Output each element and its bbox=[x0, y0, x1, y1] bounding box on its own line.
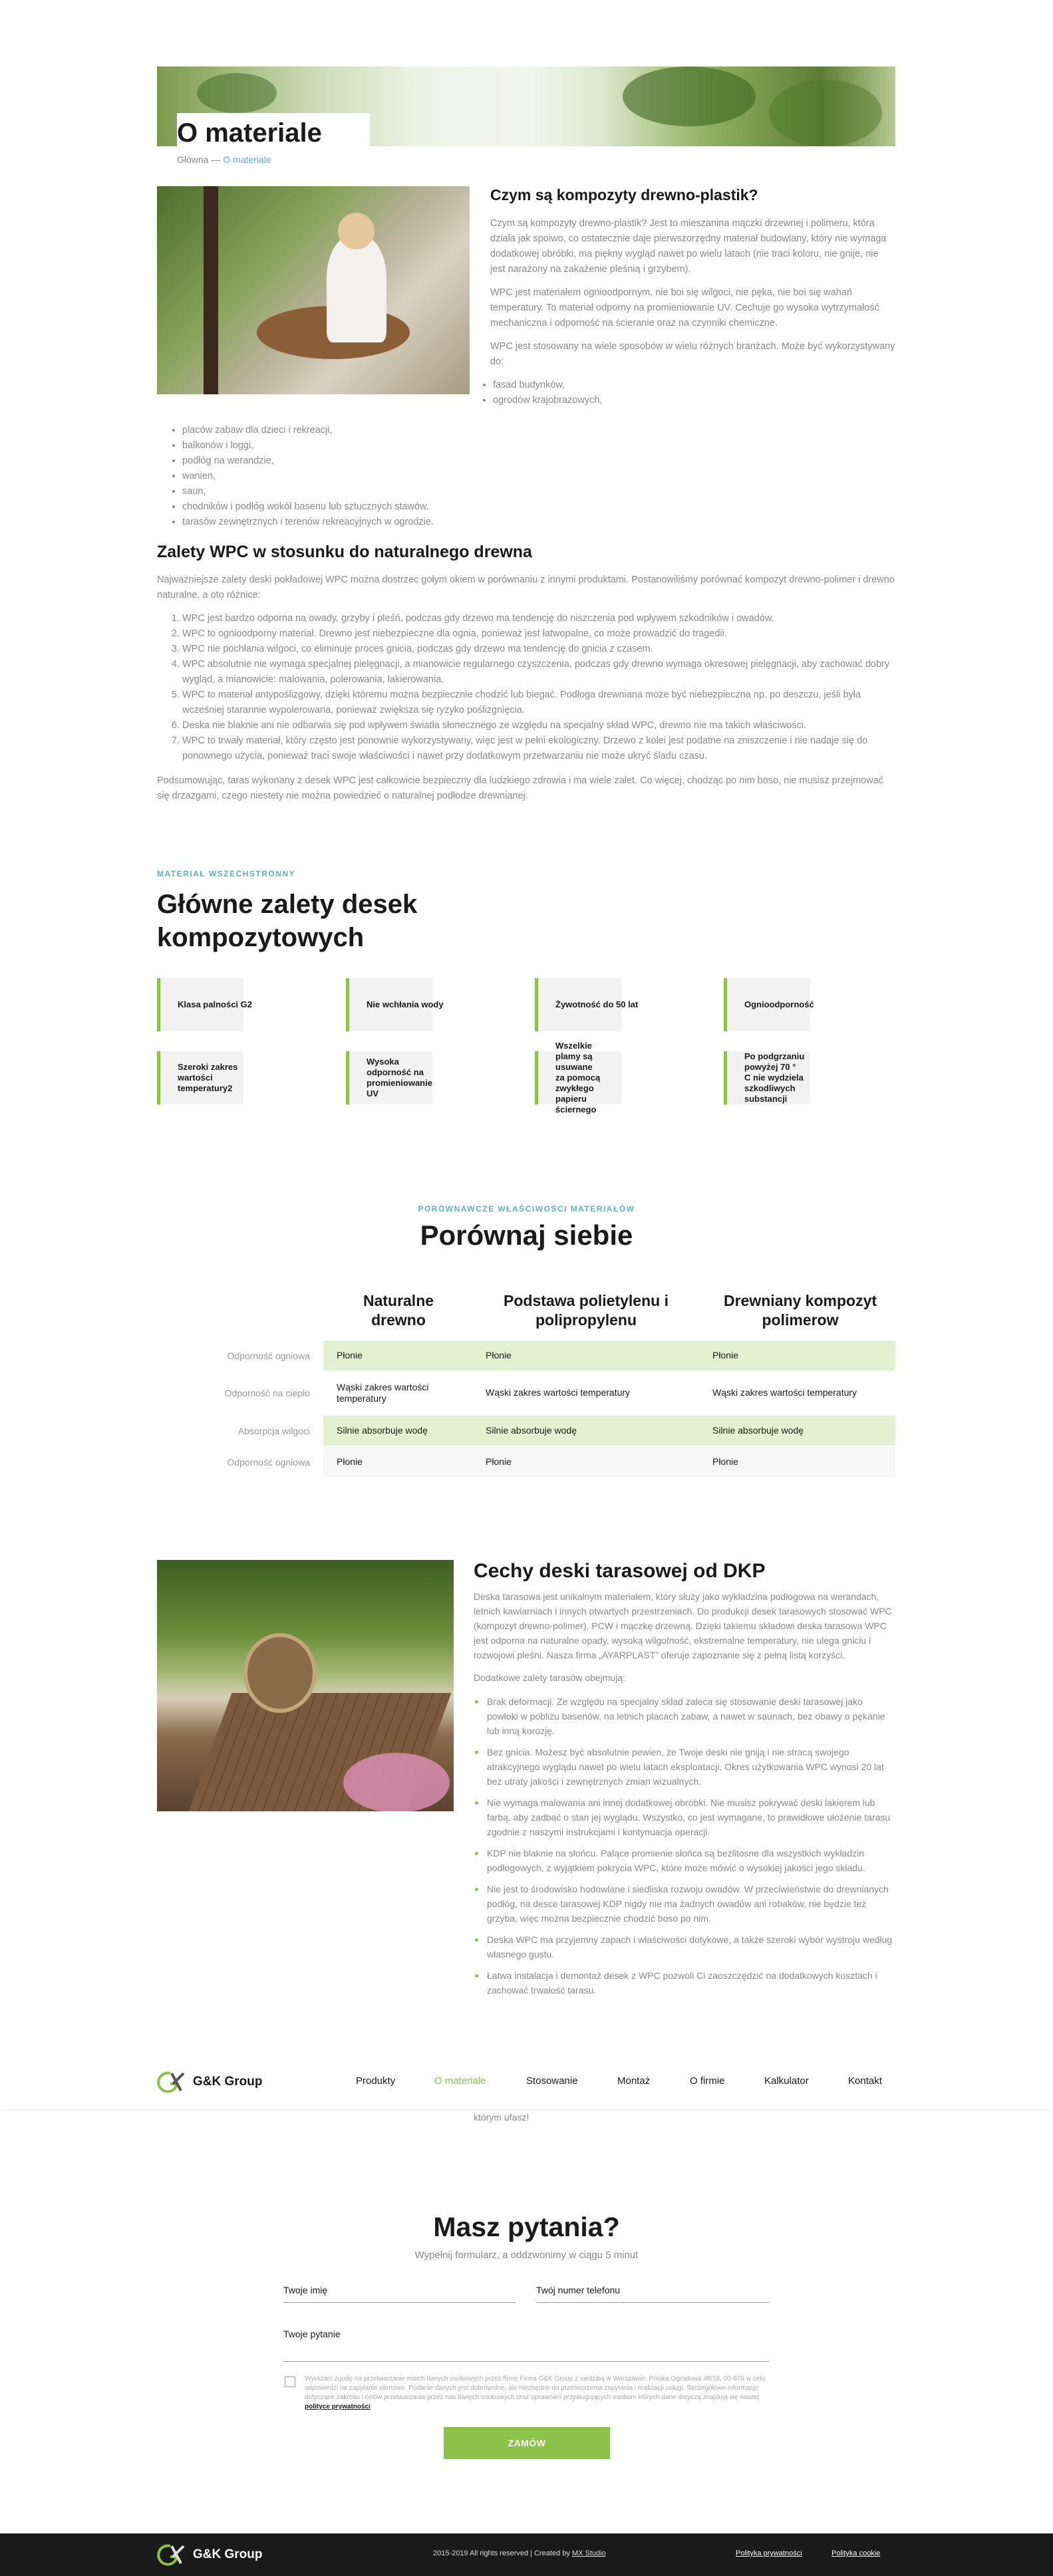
advantage-label: Szeroki zakres wartości temperatury2 bbox=[178, 1062, 238, 1093]
compare-column-header: Drewniany kompozyt polimerow bbox=[723, 1292, 877, 1329]
list-item: 4. WPC absolutnie nie wymaga specjalnej pielęgnacji, a mianowicie regularnego czyszczenia, podczas gdy drewno wymaga okresowej pielęgnacji, aby zachować dobry wygląd, a mianowicie: malowania, polerowania, lakierowania. bbox=[182, 657, 895, 688]
copyright-text: 2015-2019 All rights reserved | Created by bbox=[433, 2549, 570, 2557]
nav-item-o-firmie[interactable]: O firmie bbox=[690, 2075, 725, 2087]
compare-cell: Wąski zakres wartości temperatury bbox=[712, 1387, 857, 1398]
summary-paragraph: Podsumowując, taras wykonany z desek WPC jest całkowicie bezpieczny dla ludzkiego zdrowia i ma wiele zalet. Co więcej, chodząc po nim boso, nie musisz przejmować się drzazgami, czego niestety nie można powiedzieć o naturalnej podłodze drewnianej. bbox=[157, 775, 884, 801]
compare-row-label: Odporność ogniowa bbox=[227, 1351, 310, 1361]
girl-with-dog-photo bbox=[157, 186, 470, 394]
list-item: Nie jest to środowisko hodowlane i siedliska rozwoju owadów. W przeciwieństwie do drewnianych podłóg, na desce tarasowej KDP nigdy nie ma żadnych owadów ani robaków, nie będzie też grzyba, więc można bezpiecznie chodzić boso po nim. bbox=[474, 1882, 895, 1926]
advantage-card bbox=[535, 978, 639, 1031]
differences-list bbox=[157, 611, 895, 764]
list-item: • ogrodów krajobrazowych, bbox=[493, 393, 896, 408]
name-field[interactable]: Twoje imię bbox=[283, 2285, 516, 2303]
section-title: Zalety WPC w stosunku do naturalnego drewna bbox=[157, 543, 532, 561]
advantage-card bbox=[157, 1051, 243, 1104]
compare-row-label: Odporność na ciepło bbox=[224, 1388, 310, 1398]
intro-title: Czym są kompozyty drewno-plastik? bbox=[490, 186, 758, 203]
list-item: 5. WPC to materiał antypoślizgowy, dzięki któremu można bezpiecznie chodzić lub biegać. Podłoga drewniana może być niebezpieczna np. po deszczu, jeśli była wcześniej starannie wypolerowana, ponieważ zwiększa się ryzyko poślizgnięcia. bbox=[182, 688, 895, 718]
advantage-card bbox=[724, 978, 814, 1031]
compare-cell: Płonie bbox=[712, 1456, 738, 1467]
compare-cell: Wąski zakres wartości temperatury bbox=[486, 1387, 631, 1398]
list-item: Łatwa instalacja i demontaż desek z WPC pozwoli Ci zaoszczędzić na dodatkowych kosztach i zachować trwałość tarasu. bbox=[474, 1968, 895, 1997]
footer-cookie-link[interactable]: Polityka cookie bbox=[831, 2549, 881, 2557]
photo-post bbox=[204, 186, 218, 394]
photo-girl bbox=[327, 236, 386, 342]
phone-field[interactable]: Twój numer telefonu bbox=[536, 2285, 769, 2303]
list-item: • saun, bbox=[182, 484, 503, 499]
advantage-card bbox=[157, 978, 252, 1031]
gk-logo-icon bbox=[157, 2071, 188, 2093]
list-item: 7. WPC to trwały materiał, który często jest ponownie wykorzystywany, więc jest w pełni ekologiczny. Drzewo z kolei jest podatne na zniszczenie i nie nadaje się do ponownego użycia, ponieważ traci swoje właściwości i nawet przy dodatkowym przetwarzaniu nie może ukryć śladu czasu. bbox=[182, 733, 895, 764]
page-title: O materiale bbox=[177, 118, 322, 148]
list-item: 1. WPC jest bardzo odporna na owady, grzyby i pleśń, podczas gdy drzewo ma tendencję do niszczenia pod wpływem szkodników i owadów. bbox=[182, 611, 895, 626]
list-item: • balkonów i loggi, bbox=[182, 438, 503, 453]
advantage-card bbox=[346, 1051, 432, 1104]
gk-logo-icon bbox=[157, 2543, 188, 2566]
features-section bbox=[474, 1560, 895, 2037]
uses-list-continued bbox=[170, 423, 503, 530]
features-list bbox=[474, 1694, 895, 1997]
compare-row bbox=[323, 1341, 895, 1370]
brand-name: G&K Group bbox=[193, 2075, 263, 2089]
intro-section bbox=[490, 186, 896, 408]
advantages-title: Główne zalety desek kompozytowych bbox=[157, 890, 418, 952]
list-item: 3. WPC nie pochłania wilgoci, co eliminuje proces gnicia, podczas gdy drzewo ma tendencję do gnicia z czasem. bbox=[182, 642, 895, 657]
garden-terrace-photo bbox=[157, 1560, 454, 1811]
features-more: Dodatkowe zalety tarasów obejmują: bbox=[474, 1672, 626, 1683]
intro-paragraph: Czym są kompozyty drewno-plastik? Jest to mieszanina mączki drzewnej i polimeru, która działa jak spoiwo, co ostatecznie daje pierwszorzędny materiał budowlany, który nie wymaga dodatkowej obróbki, ma piękny wygląd nawet po wielu latach (nie traci koloru, nie gnije, nie jest narażony na zakażenie pleśnią i grzybem). bbox=[490, 218, 887, 275]
compare-row bbox=[323, 1416, 895, 1446]
advantage-label: Wszelkie plamy są usuwane za pomocą zwykłego papieru ściernego bbox=[555, 1041, 601, 1114]
advantage-label: Ognioodporność bbox=[744, 999, 814, 1009]
compare-row-label: Odporność ogniowa bbox=[227, 1457, 310, 1468]
advantage-label: Żywotność do 50 lat bbox=[555, 999, 639, 1009]
list-item: 6. Deska nie blaknie ani nie odbarwia się pod wpływem światła słonecznego ze względu na specjalny skład WPC, drewno nie ma takich właściwości. bbox=[182, 718, 895, 733]
form-subtitle: Wypełnij formularz, a oddzwonimy w ciągu 5 minut bbox=[414, 2250, 639, 2261]
question-field[interactable]: Twoje pytanie bbox=[283, 2329, 769, 2362]
compare-cell: Płonie bbox=[486, 1350, 512, 1360]
list-item: Nie wymaga malowania ani innej dodatkowej obróbki. Nie musisz pokrywać deski lakierem lub farbą, aby zadbać o stan jej wyglądu. Wszystko, co jest wymagane, to prawidłowe ułożenie tarasu zgodnie z naszymi instrukcjami i kontynuacja operacji. bbox=[474, 1795, 895, 1839]
advantage-card bbox=[724, 1051, 810, 1104]
nav-item-montaz[interactable]: Montaż bbox=[617, 2075, 651, 2087]
sticky-navbar bbox=[0, 2055, 1053, 2109]
compare-cell: Płonie bbox=[337, 1456, 363, 1467]
wpc-vs-wood-section bbox=[157, 543, 895, 812]
form-title: Masz pytania? bbox=[433, 2212, 620, 2242]
list-item: • placów zabaw dla dzieci i rekreacji, bbox=[182, 423, 503, 438]
consent-body: Wyrażam zgodę na przetwarzanie moich danych osobowych przez firmę Firma G&K Group z siedzibą w Warszawie, Polska Ogrodowa 48/18, 00-876 w celu odpowiedzi na zapytanie ofertowe. Podanie danych jest dobrowolne, ale niezbędne do przetworzenia zapytania i realizacji usługi. Szczegółowe informacje dotyczące zakresu i celów przetwarzania przez nas danych osobowych oraz uprawnień przysługujących osobom których dane dotyczą znajdują się naszej bbox=[305, 2375, 766, 2401]
nav-item-produkty[interactable]: Produkty bbox=[356, 2075, 396, 2087]
list-item: 2. WPC to ognioodporny materiał. Drewno jest niebezpieczne dla ognia, ponieważ jest łatwopalne, co może prowadzić do tragedii. bbox=[182, 626, 895, 642]
breadcrumb-home[interactable]: Główna bbox=[177, 154, 209, 165]
list-item: • podłóg na werandzie, bbox=[182, 453, 503, 469]
list-item: • fasad budynków, bbox=[493, 378, 896, 393]
list-item: Deska WPC ma przyjemny zapach i właściwości dotykowe, a także szeroki wybór wystroju według własnego gustu. bbox=[474, 1932, 895, 1962]
breadcrumb-current: O materiale bbox=[223, 154, 271, 165]
nav-item-kontakt[interactable]: Kontakt bbox=[848, 2075, 882, 2087]
breadcrumb bbox=[177, 154, 271, 165]
uses-list bbox=[481, 378, 896, 408]
compare-cell: Płonie bbox=[712, 1350, 738, 1360]
compare-cell: Silnie absorbuje wodę bbox=[486, 1425, 577, 1436]
submit-button[interactable]: ZAMÓW bbox=[444, 2427, 610, 2459]
consent-checkbox[interactable] bbox=[285, 2377, 295, 2387]
photo-flowers bbox=[343, 1753, 450, 1811]
creator-link[interactable]: MX Studio bbox=[571, 2549, 606, 2557]
foliage-decoration bbox=[623, 66, 756, 126]
advantage-label: Po podgrzaniu powyżej 70 ° C nie wydziela szkodliwych substancji bbox=[744, 1051, 805, 1104]
photo-swing-chair bbox=[243, 1633, 317, 1713]
section-lead: Najważniejsze zalety deski pokładowej WPC można dostrzec gołym okiem w porównaniu z innymi produktami. Postanowiliśmy porównać kompozyt drewno-polimer i drewno naturalne, a oto różnice: bbox=[157, 575, 895, 600]
compare-eyebrow: PORÓWNAWCZE WŁAŚCIWOŚCI MATERIAŁÓW bbox=[418, 1204, 635, 1214]
intro-paragraph: WPC jest materiałem ognioodpornym, nie boi się wilgoci, nie pęka, nie boi się wahań temperatury. To materiał odporny na promieniowanie UV. Cechuje go wysoka wytrzymałość mechaniczna i odporność na ścieranie oraz na czynniki chemiczne. bbox=[490, 287, 879, 328]
features-paragraph: Deska tarasowa jest unikalnym materiałem, który służy jako wykładzina podłogowa na werandach, letnich kawiarniach i innych otwartych przestrzeniach. Do produkcji desek tarasowych stosować WPC (kompozyt drewno-polimer), PCW i mączkę drzewną. Dzięki takiemu składowi deska tarasowa WPC jest odporna na naturalne opady, wysoką wilgotność, ekstremalne temperatury, nie ulega gniciu i rozwojowi pleśni. Nasza firma „AYARPLAST” oferuje zapoznanie się z pełną listą korzyści. bbox=[474, 1591, 892, 1660]
consent-text bbox=[305, 2375, 770, 2412]
list-item: Brak deformacji. Ze względu na specjalny skład zaleca się stosowanie deski tarasowej jako powłoki w pobliżu basenów, na letnich placach zabaw, a nawet w saunach, bez obawy o pękanie lub inną korozję. bbox=[474, 1694, 895, 1738]
compare-cell: Płonie bbox=[486, 1456, 512, 1467]
footer-privacy-link[interactable]: Polityka prywatności bbox=[736, 2549, 802, 2557]
compare-row-label: Absorpcja wilgoci bbox=[237, 1426, 310, 1436]
advantage-label: Wysoka odporność na promieniowanie UV bbox=[367, 1057, 432, 1098]
compare-column-header: Naturalne drewno bbox=[363, 1292, 434, 1329]
photo-girl-head bbox=[338, 213, 375, 249]
features-tail-text: którym ufasz! bbox=[474, 2112, 529, 2123]
nav-item-o-materiale[interactable]: O materiale bbox=[434, 2075, 486, 2087]
nav-item-stosowanie[interactable]: Stosowanie bbox=[526, 2075, 578, 2087]
foliage-decoration bbox=[769, 80, 882, 146]
compare-title: Porównaj siebie bbox=[420, 1220, 633, 1251]
nav-item-kalkulator[interactable]: Kalkulator bbox=[764, 2075, 809, 2087]
foliage-decoration bbox=[197, 73, 277, 113]
footer-brand-name: G&K Group bbox=[193, 2547, 263, 2561]
footer bbox=[0, 2533, 1053, 2576]
breadcrumb-separator: — bbox=[211, 154, 221, 165]
compare-row bbox=[323, 1447, 895, 1477]
advantage-card bbox=[346, 978, 444, 1031]
compare-cell: Płonie bbox=[337, 1350, 363, 1360]
list-item: • chodników i podłóg wokół basenu lub sztucznych stawów, bbox=[182, 499, 503, 515]
list-item: • wanien, bbox=[182, 469, 503, 484]
brand-logo[interactable] bbox=[157, 2071, 263, 2093]
footer-copyright bbox=[433, 2549, 606, 2557]
list-item: KDP nie blaknie na słońcu. Palące promienie słońca są bezlitosne dla wszystkich wykładzin podłogowych, z wyjątkiem pokrycia WPC, które może mówić o wysokiej jakości jego składu. bbox=[474, 1846, 895, 1875]
compare-row bbox=[323, 1378, 895, 1408]
compare-cell: Wąski zakres wartości temperatury bbox=[337, 1381, 429, 1404]
advantages-eyebrow: MATERIAŁ WSZECHSTRONNY bbox=[157, 869, 296, 878]
privacy-policy-link[interactable]: polityce prywatności bbox=[305, 2403, 371, 2410]
advantage-card bbox=[535, 1041, 621, 1114]
compare-cell: Silnie absorbuje wodę bbox=[712, 1425, 804, 1436]
advantage-label: Klasa palności G2 bbox=[178, 999, 252, 1009]
footer-logo[interactable] bbox=[157, 2543, 263, 2566]
list-item: • tarasów zewnętrznych i terenów rekreacyjnych w ogrodzie. bbox=[182, 515, 503, 530]
compare-column-header: Podstawa polietylenu i polipropylenu bbox=[504, 1292, 669, 1329]
advantage-label: Nie wchłania wody bbox=[367, 999, 444, 1009]
features-title: Cechy deski tarasowej od DKP bbox=[474, 1560, 766, 1582]
compare-cell: Silnie absorbuje wodę bbox=[337, 1425, 428, 1436]
intro-paragraph: WPC jest stosowany na wiele sposobów w wielu różnych branżach. Może być wykorzystywany do: bbox=[490, 341, 895, 367]
list-item: Bez gnicia. Możesz być absolutnie pewien, że Twoje deski nie gniją i nie stracą swojego atrakcyjnego wyglądu nawet po wielu latach eksploatacji. Okres użytkowania WPC wynosi 20 lat bez utraty jakości i zewnętrznych zmian wizualnych. bbox=[474, 1745, 895, 1789]
